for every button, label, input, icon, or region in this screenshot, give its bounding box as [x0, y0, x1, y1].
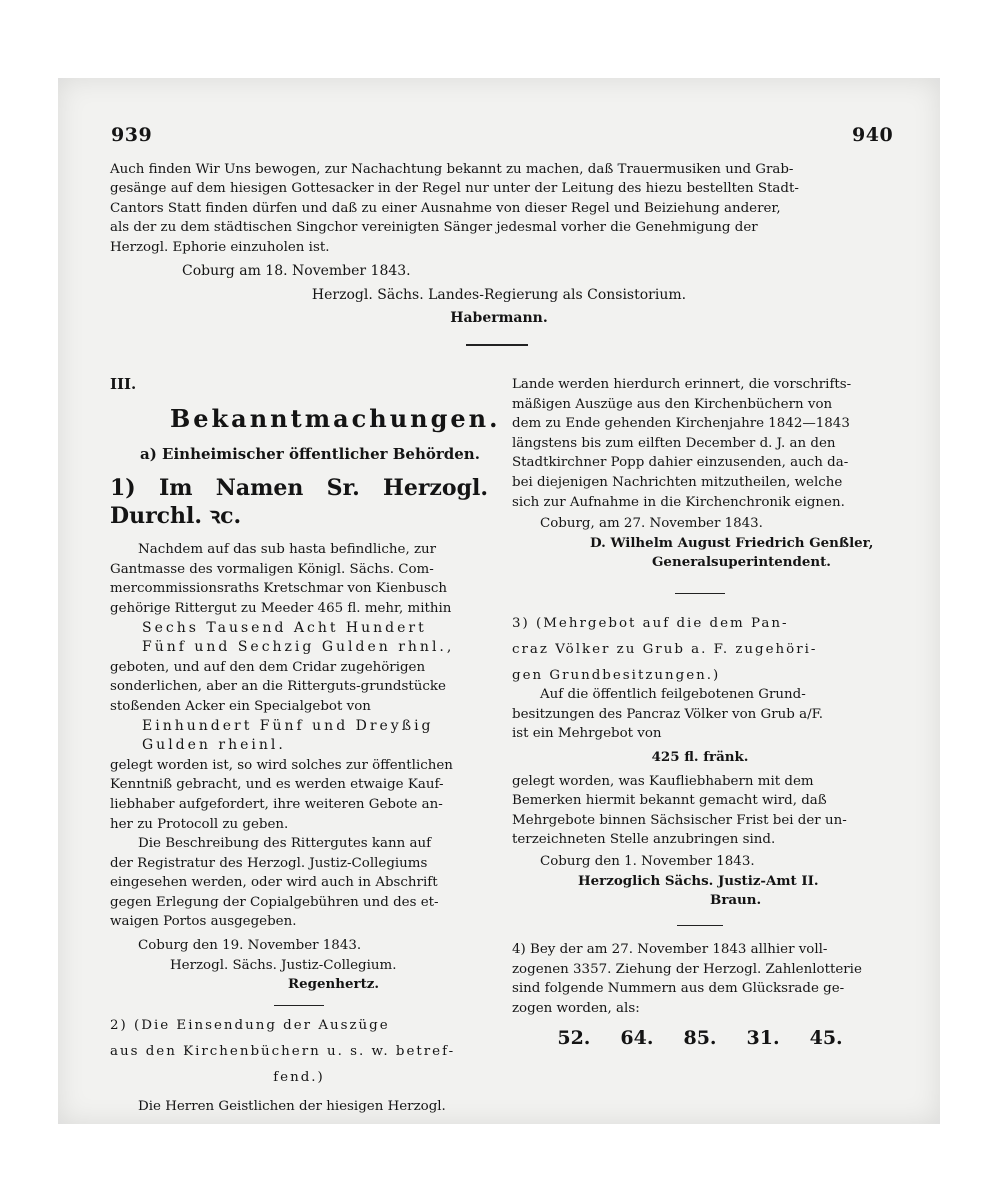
lottery-number: 52.: [557, 1026, 591, 1049]
notice-line: als der zu dem städtischen Singchor vereinigten Sänger jedesmal vorher die Genehmigung der: [110, 220, 758, 236]
body-line: geboten, und auf den dem Cridar zugehörigen: [110, 659, 426, 675]
body-line: der Registratur des Herzogl. Justiz-Collegiums: [110, 855, 428, 871]
body-line: Die Beschreibung des Rittergutes kann auf: [138, 836, 432, 852]
body-line: Lande werden hierdurch erinnert, die vorschrifts-: [512, 377, 852, 392]
body-line: sonderlichen, aber an die Ritterguts-grundstücke: [110, 679, 446, 695]
item-divider: [677, 925, 723, 927]
body-line: besitzungen des Pancraz Völker von Grub a/F.: [512, 706, 824, 722]
body-line: Bemerken hiermit bekannt gemacht wird, daß: [512, 793, 827, 809]
item-heading: 3) (Mehrgebot auf die dem Pan-: [512, 616, 789, 632]
body-line: sind folgende Nummern aus dem Glücksrade ge-: [512, 981, 845, 997]
body-line: Gantmasse des vormaligen Königl. Sächs. Com-: [110, 561, 434, 577]
body-line: stoßenden Acker ein Specialgebot von: [110, 698, 371, 714]
body-line: terzeichneten Stelle anzubringen sind.: [512, 832, 776, 848]
page-number-left: 939: [111, 124, 153, 146]
lottery-numbers: [512, 1026, 888, 1049]
body-line: gegen Erlegung der Copialgebühren und des et-: [110, 894, 439, 910]
body-line: bei diejenigen Nachrichten mitzutheilen, welche: [512, 474, 843, 490]
lottery-number: 45.: [809, 1026, 843, 1049]
body-line: Auf die öffentlich feilgebotenen Grund-: [540, 687, 806, 703]
item-heading: gen Grundbesitzungen.): [512, 667, 721, 683]
notice-line: Herzogl. Ephorie einzuholen ist.: [110, 239, 330, 255]
notice-line: Cantors Statt finden dürfen und daß zu einer Ausnahme von dieser Regel und Beiziehung anderer,: [110, 200, 781, 216]
section-heading: Bekanntmachungen.: [170, 403, 501, 433]
page-number-right: 940: [852, 124, 894, 146]
authority-line: Herzoglich Sächs. Justiz-Amt II.: [578, 872, 819, 889]
lottery-number: 64.: [620, 1026, 654, 1049]
item-divider: [274, 1005, 324, 1007]
signer-title: Generalsuperintendent.: [652, 554, 831, 571]
notice-authority: Herzogl. Sächs. Landes-Regierung als Consistorium.: [311, 287, 687, 304]
top-notice: [110, 160, 888, 329]
lottery-number: 31.: [746, 1026, 780, 1049]
name-heading: 1) Im Namen Sr. Herzogl. Durchl. ꝛc.: [110, 475, 488, 530]
body-line: ist ein Mehrgebot von: [512, 726, 662, 742]
body-line: eingesehen werden, oder wird auch in Abschrift: [110, 875, 438, 891]
body-line: liebhaber aufgefordert, ihre weiteren Gebote an-: [110, 796, 443, 812]
notice-signer: Habermann.: [450, 310, 548, 327]
right-column: [512, 375, 888, 1048]
notice-line: gesänge auf dem hiesigen Gottesacker in der Regel nur unter der Leitung des hiezu bestellten Stadt-: [110, 181, 799, 197]
amount-line: Sechs Tausend Acht Hundert: [142, 619, 427, 636]
item-heading: fend.): [273, 1069, 325, 1085]
body-line: gehörige Rittergut zu Meeder 465 fl. mehr, mithin: [110, 600, 452, 616]
body-line: Mehrgebote binnen Sächsischer Frist bei der un-: [512, 812, 847, 828]
body-line: 4) Bey der am 27. November 1843 allhier voll-: [512, 942, 828, 958]
date-line: Coburg, am 27. November 1843.: [540, 516, 763, 532]
signer-line: Braun.: [710, 892, 762, 909]
lottery-number: 85.: [683, 1026, 717, 1049]
body-line: zogen worden, als:: [512, 1001, 640, 1017]
authority-line: Herzogl. Sächs. Justiz-Collegium.: [170, 957, 397, 973]
body-line: dem zu Ende gehenden Kirchenjahre 1842—1843: [512, 416, 850, 432]
signer-line: D. Wilhelm August Friedrich Genßler,: [590, 534, 874, 551]
amount-line: Einhundert Fünf und Dreyßig: [142, 717, 434, 734]
body-line: mercommissionsraths Kretschmar von Kienbusch: [110, 581, 447, 597]
section-subheading: a) Einheimischer öffentlicher Behörden.: [140, 444, 480, 463]
amount-line: Fünf und Sechzig Gulden rhnl.,: [142, 639, 455, 656]
item-divider: [675, 593, 725, 595]
left-column: [110, 375, 501, 1117]
body-line: zogenen 3357. Ziehung der Herzogl. Zahlenlotterie: [512, 961, 862, 977]
body-line: gelegt worden ist, so wird solches zur öffentlichen: [110, 757, 453, 773]
section-number: III.: [110, 375, 137, 393]
body-line: sich zur Aufnahme in die Kirchenchronik eignen.: [512, 494, 845, 510]
amount-line: 425 fl. fränk.: [651, 749, 749, 765]
item-heading: aus den Kirchenbüchern u. s. w. betref-: [110, 1043, 456, 1059]
notice-date: Coburg am 18. November 1843.: [182, 263, 411, 280]
body-line: Nachdem auf das sub hasta befindliche, zur: [138, 542, 437, 558]
date-line: Coburg den 1. November 1843.: [540, 853, 755, 869]
date-line: Coburg den 19. November 1843.: [138, 938, 362, 954]
body-line: her zu Protocoll zu geben.: [110, 816, 289, 832]
body-line: gelegt worden, was Kaufliebhabern mit dem: [512, 773, 814, 789]
item-heading: 2) (Die Einsendung der Auszüge: [110, 1018, 390, 1034]
body-line: Die Herren Geistlichen der hiesigen Herzogl.: [138, 1099, 446, 1115]
body-line: mäßigen Auszüge aus den Kirchenbüchern von: [512, 396, 833, 412]
item-heading: craz Völker zu Grub a. F. zugehöri-: [512, 642, 818, 658]
amount-line: Gulden rheinl.: [142, 737, 286, 754]
section-divider: [466, 344, 528, 346]
signer-line: Regenhertz.: [288, 976, 380, 993]
body-line: waigen Portos ausgegeben.: [110, 914, 297, 930]
body-line: Kenntniß gebracht, und es werden etwaige Kauf-: [110, 777, 444, 793]
body-line: längstens bis zum eilften December d. J. an den: [512, 435, 836, 451]
body-line: Stadtkirchner Popp dahier einzusenden, auch da-: [512, 455, 849, 471]
notice-line: Auch finden Wir Uns bewogen, zur Nachachtung bekannt zu machen, daß Trauermusiken und Grab-: [110, 162, 794, 177]
